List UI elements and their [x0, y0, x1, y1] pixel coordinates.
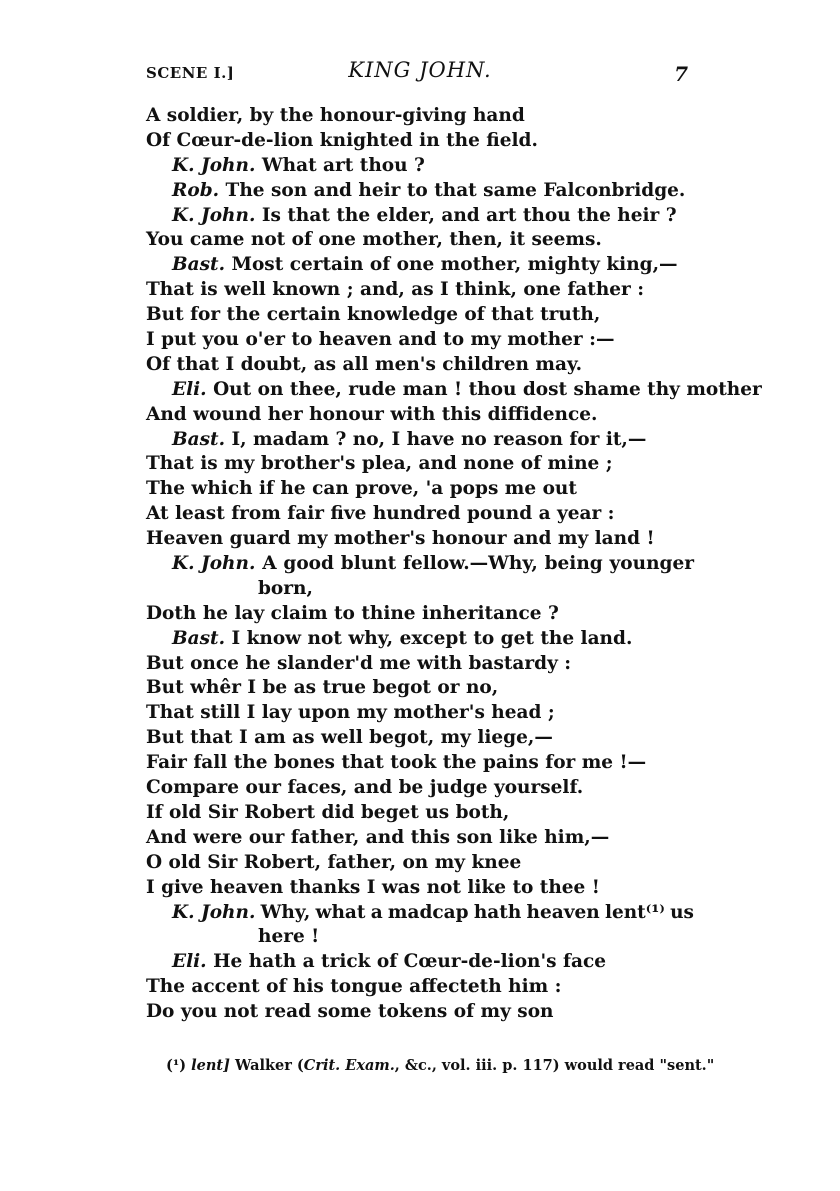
line-text: Do you not read some tokens of my son — [146, 1001, 554, 1023]
verse-line — [146, 353, 694, 378]
line-word: what — [315, 901, 366, 923]
footnote-pre: Walker ( — [235, 1057, 304, 1074]
speaker-name: Eli. — [172, 951, 207, 973]
line-word: blunt — [340, 553, 397, 575]
continuation-text: here ! — [258, 926, 320, 948]
verse-line — [146, 851, 694, 876]
verse-line — [146, 129, 694, 154]
line-text: If old Sir Robert did beget us both, — [146, 801, 510, 823]
line-word: hath — [473, 901, 522, 923]
line-text: I, madam ? no, I have no reason for it,— — [231, 428, 647, 450]
verse-line — [146, 577, 694, 602]
line-text: That is well known ; and, as I think, one father : — [146, 279, 645, 301]
verse-line — [146, 925, 694, 950]
verse-line — [146, 602, 694, 627]
line-text: Is that the elder, and art thou the heir ? — [261, 204, 677, 226]
verse-line — [146, 901, 694, 926]
verse-line — [146, 328, 694, 353]
verse-line — [146, 701, 694, 726]
line-text: He hath a trick of Cœur-de-lion's face — [213, 951, 606, 973]
line-text: That still I lay upon my mother's head ; — [146, 702, 555, 724]
speaker-name: Bast. — [172, 254, 226, 276]
line-text: Compare our faces, and be judge yourself. — [146, 777, 584, 799]
line-word: heaven — [526, 901, 600, 923]
speaker-name: Eli. — [172, 378, 207, 400]
verse-line — [146, 403, 694, 428]
verse-line — [146, 826, 694, 851]
line-text: That is my brother's plea, and none of mine ; — [146, 453, 613, 475]
verse-line — [146, 676, 694, 701]
line-word: younger — [609, 553, 694, 575]
verse-line — [146, 428, 694, 453]
verse-line — [146, 876, 694, 901]
play-title: KING JOHN. — [348, 58, 492, 82]
line-word: Why, — [260, 901, 311, 923]
scene-label: SCENE I.] — [146, 64, 235, 82]
verse-line — [146, 452, 694, 477]
line-text: The son and heir to that same Falconbridge. — [225, 179, 686, 201]
running-header — [146, 58, 694, 90]
verse-line — [146, 552, 694, 577]
line-word: being — [544, 553, 603, 575]
verse-line — [146, 527, 694, 552]
footnote-marker: (¹) — [166, 1057, 187, 1074]
line-text: But whêr I be as true begot or no, — [146, 677, 499, 699]
speaker-name: Rob. — [172, 179, 220, 201]
line-text: The which if he can prove, 'a pops me out — [146, 478, 577, 500]
speaker-name: K. John. — [172, 553, 256, 575]
verse-line — [146, 154, 694, 179]
line-word: fellow.—Why, — [403, 553, 538, 575]
verse-line — [146, 751, 694, 776]
verse-line — [146, 228, 694, 253]
verse-line — [146, 303, 694, 328]
line-text: And were our father, and this son like him,— — [146, 826, 610, 848]
verse-line — [146, 179, 694, 204]
line-word: madcap — [387, 901, 469, 923]
speaker-name: K. John. — [172, 154, 256, 176]
line-text: O old Sir Robert, father, on my knee — [146, 851, 522, 873]
line-text: I know not why, except to get the land. — [231, 627, 633, 649]
footnote-word: lent] — [191, 1057, 230, 1074]
verse-line — [146, 104, 694, 129]
verse-line — [146, 801, 694, 826]
verse-line — [146, 253, 694, 278]
verse-line — [146, 278, 694, 303]
line-text: Of Cœur-de-lion knighted in the field. — [146, 129, 538, 151]
line-word: good — [283, 553, 334, 575]
line-text: At least from fair five hundred pound a year : — [146, 503, 615, 525]
line-text: Heaven guard my mother's honour and my land ! — [146, 528, 655, 550]
verse-line — [146, 776, 694, 801]
verse-line — [146, 1000, 694, 1025]
line-text: Fair fall the bones that took the pains for me !— — [146, 752, 647, 774]
line-text: What art thou ? — [261, 154, 425, 176]
speaker-name: K. John. — [172, 901, 256, 923]
line-text: You came not of one mother, then, it seems. — [146, 229, 602, 251]
verse-line — [146, 950, 694, 975]
line-text: But once he slander'd me with bastardy : — [146, 652, 572, 674]
line-text: Out on thee, rude man ! thou dost shame thy mother — [213, 378, 762, 400]
line-text: But for the certain knowledge of that truth, — [146, 304, 601, 326]
line-text: But that I am as well begot, my liege,— — [146, 727, 553, 749]
speaker-name: Bast. — [172, 627, 226, 649]
verse-line — [146, 627, 694, 652]
line-text: A soldier, by the honour-giving hand — [146, 105, 525, 126]
line-text: Most certain of one mother, mighty king,— — [231, 254, 678, 276]
verse-line — [146, 652, 694, 677]
verse-line — [146, 975, 694, 1000]
line-text: The accent of his tongue affecteth him : — [146, 976, 562, 998]
line-text: Doth he lay claim to thine inheritance ? — [146, 602, 559, 624]
line-text: Of that I doubt, as all men's children may. — [146, 353, 583, 375]
footnote-work: Crit. Exam. — [303, 1057, 395, 1074]
speaker-name: Bast. — [172, 428, 226, 450]
verse-line — [146, 204, 694, 229]
line-word: A — [262, 553, 277, 575]
verse-line — [146, 726, 694, 751]
footnote-post: , &c., vol. iii. p. 117) would read "sent." — [394, 1057, 715, 1074]
line-word: us — [670, 901, 694, 923]
verse-line — [146, 477, 694, 502]
verse-line — [146, 378, 762, 403]
verse-line — [146, 502, 694, 527]
line-text: I give heaven thanks I was not like to thee ! — [146, 876, 600, 898]
speaker-name: K. John. — [172, 204, 256, 226]
line-text: I put you o'er to heaven and to my mother :— — [146, 329, 615, 351]
continuation-text: born, — [258, 577, 313, 599]
footnote — [166, 1057, 715, 1074]
page-number: 7 — [674, 62, 688, 86]
line-word: lent⁽¹⁾ — [604, 901, 665, 923]
line-word: a — [370, 901, 383, 923]
line-text: And wound her honour with this diffidence. — [146, 403, 598, 425]
play-text — [146, 104, 762, 1025]
